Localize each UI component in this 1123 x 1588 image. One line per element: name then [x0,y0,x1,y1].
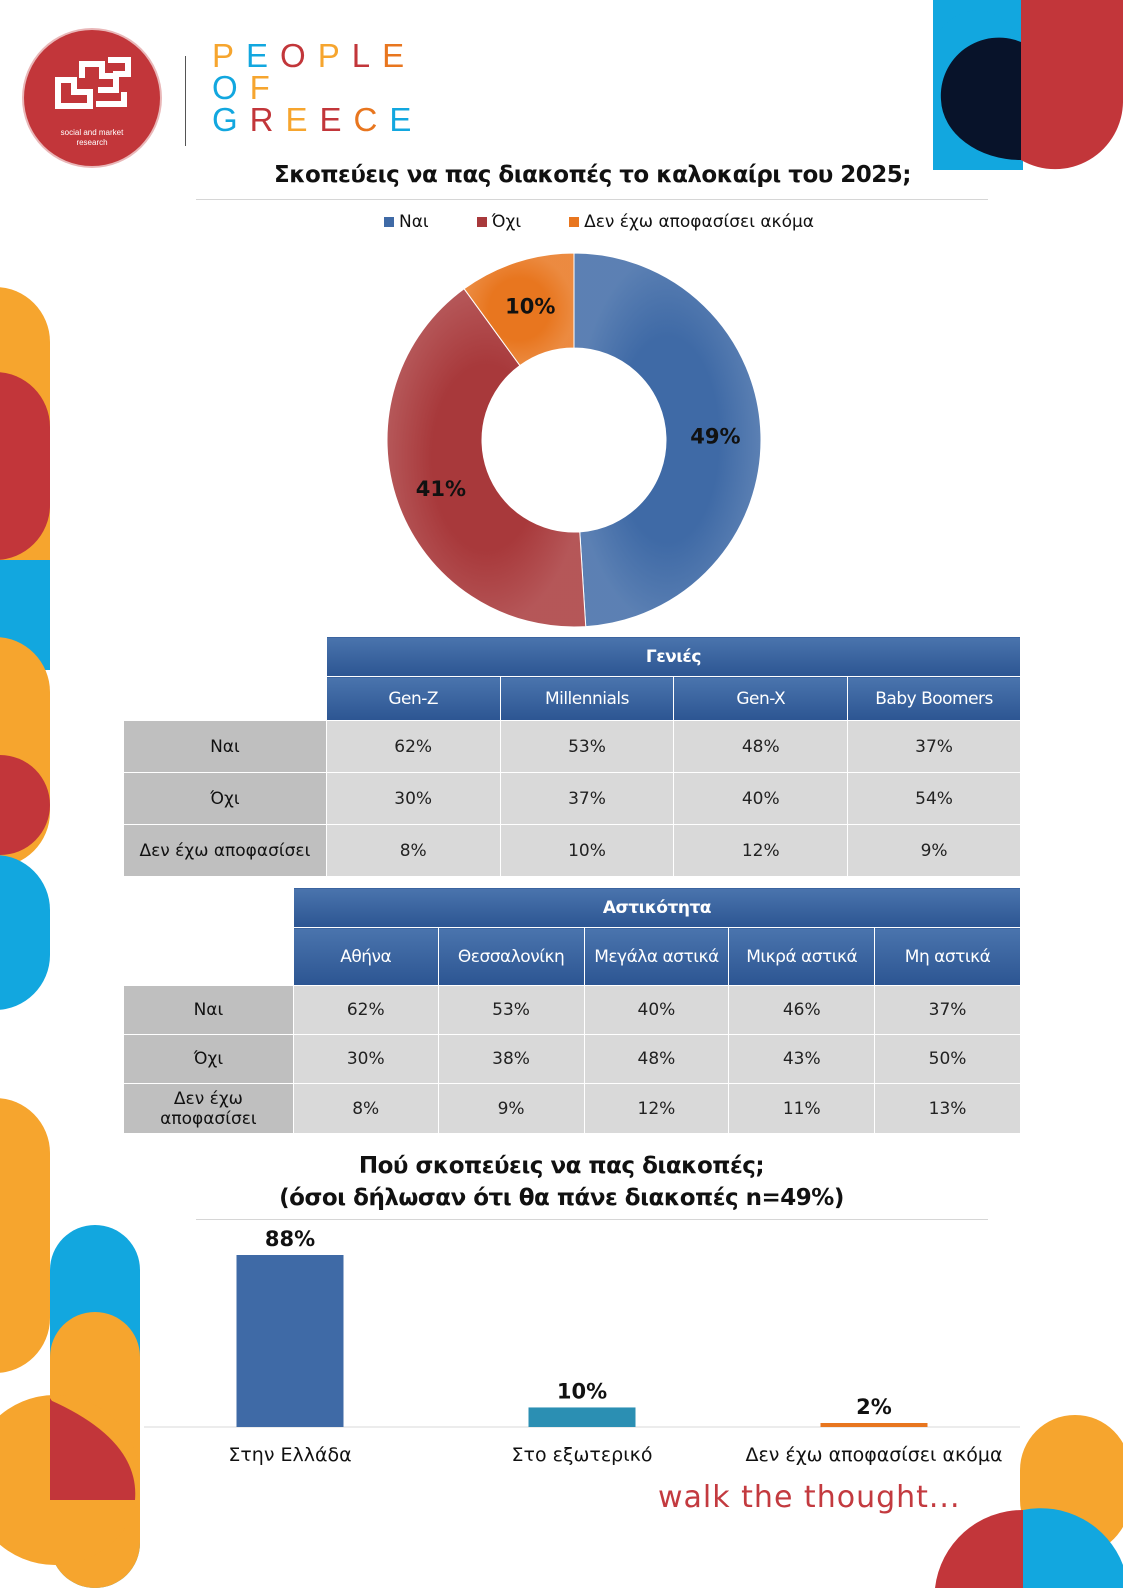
urbanity-header: Αστικότητα [293,888,1020,928]
table-corner [124,888,294,928]
table-cell: 30% [326,773,500,825]
chart2-subtitle: (όσοι δήλωσαν ότι θα πάνε διακοπές n=49%) [279,1185,844,1211]
bar-category-label: Δεν έχω αποφασίσει ακόμα [745,1444,1003,1466]
donut-data-label: 41% [415,476,466,501]
decorative-shapes-left [0,0,140,1588]
legend-label: Ναι [399,212,429,232]
chart1-title-rule [196,199,988,200]
table-row [124,986,1021,1035]
bar [529,1407,636,1427]
bar-data-label: 88% [264,1227,316,1251]
table-cell: 54% [848,773,1021,825]
bar-chart [140,1220,1025,1475]
tagline: walk the thought... [658,1480,961,1515]
column-header: Gen-X [674,677,848,721]
legend-swatch [477,217,487,227]
chart1-title: Σκοπεύεις να πας διακοπές το καλοκαίρι του 2025; [274,162,911,188]
donut-data-label: 10% [505,294,556,319]
generations-header: Γενιές [326,637,1020,677]
table-cell: 40% [584,986,729,1035]
table-cell: 12% [674,825,848,877]
table-cell: 62% [293,986,438,1035]
column-header: Θεσσαλονίκη [438,928,584,986]
chart1-legend [384,212,862,232]
bar [821,1423,928,1427]
table-cell: 50% [875,1035,1021,1084]
people-of-greece-wordmark [212,37,424,138]
table-cell: 48% [674,721,848,773]
chart2-title: Πού σκοπεύεις να πας διακοπές; [358,1153,765,1179]
donut-data-label: 49% [690,424,741,449]
table-cell: 37% [875,986,1021,1035]
table-cell: 40% [674,773,848,825]
table-cell: 30% [293,1035,438,1084]
legend-label: Όχι [491,212,522,232]
legend-swatch [384,217,394,227]
legend-item [477,212,521,232]
table-corner [124,677,327,721]
table-cell: 62% [326,721,500,773]
wordmark-line: PEOPLE [212,37,417,74]
table-cell: 37% [848,721,1021,773]
column-header: Gen-Z [326,677,500,721]
column-header: Αθήνα [293,928,438,986]
deco-orange-pill-3 [0,1098,50,1373]
decorative-shapes-top-right [933,0,1123,170]
bar [237,1255,344,1427]
legend-label: Δεν έχω αποφασίσει ακόμα [584,212,815,232]
column-header: Baby Boomers [848,677,1021,721]
column-header: Μικρά αστικά [729,928,875,986]
generations-table [123,636,1021,877]
wordmark-line: OF [212,69,282,106]
deco-red-pill-1 [0,372,50,560]
row-header: Όχι [124,1035,294,1084]
chart2-title-block [0,1150,1123,1214]
row-header: Ναι [124,721,327,773]
table-cell: 48% [584,1035,729,1084]
column-header: Μη αστικά [875,928,1021,986]
column-header: Μεγάλα αστικά [584,928,729,986]
row-header: Όχι [124,773,327,825]
wordmark-line: GREECE [212,101,424,138]
bar-category-label: Στην Ελλάδα [228,1444,352,1466]
table-cell: 8% [293,1084,438,1134]
company-logo [24,30,160,166]
row-header: Ναι [124,986,294,1035]
table-row [124,773,1021,825]
bar-data-label: 10% [556,1379,608,1404]
table-cell: 37% [500,773,674,825]
table-cell: 38% [438,1035,584,1084]
table-row [124,721,1021,773]
column-header: Millennials [500,677,674,721]
logo-mark-icon [24,30,160,130]
table-cell: 11% [729,1084,875,1134]
row-header: Δεν έχω αποφασίσει [124,825,327,877]
table-row [124,1084,1021,1134]
bar-data-label: 2% [856,1395,892,1419]
table-row [124,825,1021,877]
table-cell: 9% [438,1084,584,1134]
urbanity-table [123,887,1021,1134]
table-cell: 8% [326,825,500,877]
table-cell: 12% [584,1084,729,1134]
header-divider [185,56,186,146]
table-corner [124,928,294,986]
logo-subtitle: social and market research [60,128,124,147]
table-row [124,1035,1021,1084]
table-cell: 53% [500,721,674,773]
table-cell: 10% [500,825,674,877]
table-cell: 9% [848,825,1021,877]
deco-blue-pill-2 [0,855,50,1010]
legend-item [569,212,814,232]
bar-category-label: Στο εξωτερικό [511,1444,653,1466]
row-header: Δεν έχω αποφασίσει [124,1084,294,1134]
table-cell: 43% [729,1035,875,1084]
table-corner [124,637,327,677]
legend-item [384,212,429,232]
table-cell: 13% [875,1084,1021,1134]
table-cell: 46% [729,986,875,1035]
table-cell: 53% [438,986,584,1035]
donut-chart [374,240,774,640]
legend-swatch [569,217,579,227]
